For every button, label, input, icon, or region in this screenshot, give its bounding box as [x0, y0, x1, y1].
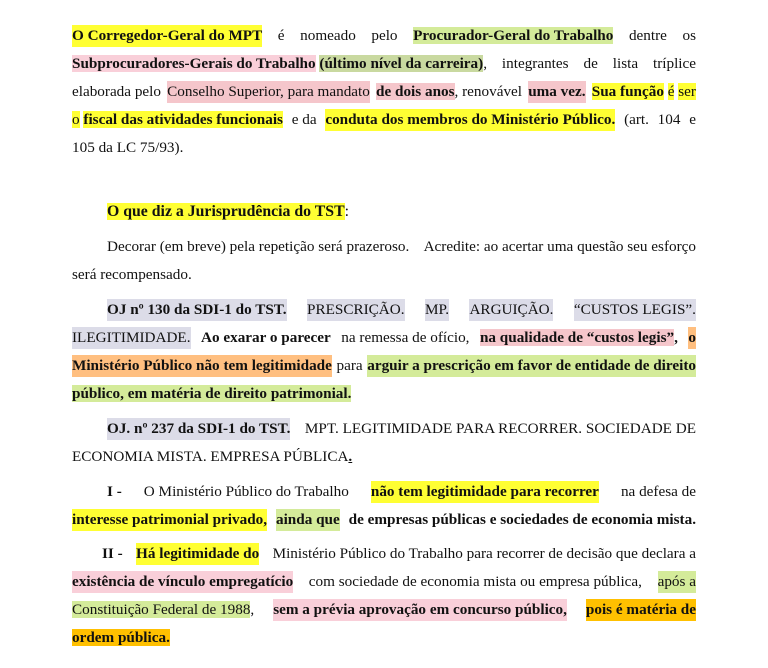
text: 104: [657, 111, 681, 128]
text: na defesa de: [620, 483, 696, 500]
item-2-line-1: [102, 543, 696, 565]
text: Acredite: ao acertar uma questão seu esforço: [423, 238, 696, 255]
text: integrantes: [501, 55, 569, 72]
text: pelo: [371, 27, 398, 44]
oj130-line-3: [72, 355, 696, 377]
paragraph-1-line-4: o fiscal das atividades funcionais e da conduta dos membros do Ministério Público. (art. 104 e: [72, 109, 696, 131]
highlight-ultimo-nivel: (último nível da carreira): [319, 55, 484, 72]
paragraph-2-line-2: será recompensado.: [72, 266, 192, 283]
text: os: [682, 27, 696, 44]
text: Decorar (em breve) pela repetição será prazeroso.: [107, 238, 410, 255]
highlight-interesse-patrimonial: interesse patrimonial privado,: [72, 509, 267, 531]
text: de: [583, 55, 598, 72]
highlight-materia: pois é matéria de: [586, 599, 696, 621]
highlight-corregedor: O Corregedor-Geral do MPT: [72, 25, 262, 47]
text: com sociedade de economia mista ou empresa pública,: [308, 573, 642, 590]
item-2-line-2: existência de vínculo empregatício com sociedade de economia mista ou empresa pública, após a: [72, 571, 696, 593]
text: para: [336, 357, 363, 374]
text: O Ministério Público do Trabalho: [143, 483, 349, 500]
highlight-custos-legis: na qualidade de “custos legis”: [479, 329, 675, 346]
paragraph-1-line-2: Subprocuradores-Gerais do Trabalho (último nível da carreira), integrantes de lista tríplice: [72, 53, 696, 75]
highlight-ainda-que: ainda que: [276, 509, 340, 531]
highlight-sem-previa: sem a prévia aprovação em concurso público,: [273, 599, 567, 621]
text: MPT. LEGITIMIDADE PARA RECORRER. SOCIEDADE DE: [304, 420, 696, 437]
text: na remessa de ofício,: [341, 329, 470, 346]
text: elaborada pelo: [72, 83, 161, 100]
highlight-nao-tem-legitimidade: não tem legitimidade para recorrer: [371, 481, 599, 503]
item-1-line-2: interesse patrimonial privado, ainda que de empresas públicas e sociedades de economia mista.: [72, 509, 696, 531]
item-1-marker: I -: [107, 483, 122, 500]
text: nomeado: [300, 27, 356, 44]
highlight-fiscal: fiscal das atividades funcionais: [83, 111, 283, 128]
text: tríplice: [652, 55, 696, 72]
highlight-procurador: Procurador-Geral do Trabalho: [413, 27, 614, 44]
text: e: [689, 111, 696, 128]
item-2-line-4: ordem pública.: [72, 629, 170, 646]
text: dentre: [628, 27, 667, 44]
oj130-title: OJ nº 130 da SDI-1 do TST.: [107, 299, 287, 321]
text: Ministério Público do Trabalho para recorrer de decisão que declara a: [272, 545, 696, 562]
paragraph-1-line-1: [72, 25, 696, 47]
highlight-mp-nao-tem: Ministério Público não tem legitimidade: [72, 355, 332, 377]
highlight-uma-vez: uma vez.: [528, 81, 585, 103]
highlight-conduta: conduta dos membros do Ministério Público.: [325, 109, 615, 131]
oj237-title: OJ. nº 237 da SDI-1 do TST.: [107, 418, 290, 440]
oj130-line-2: ILEGITIMIDADE. Ao exarar o parecer na remessa de ofício, na qualidade de “custos legis”, o: [72, 327, 696, 349]
text: (art.: [624, 111, 649, 128]
text: lista: [612, 55, 639, 72]
item-2-line-3: Constituição Federal de 1988, sem a prévia aprovação em concurso público, pois é matéria de: [72, 599, 696, 621]
paragraph-1-line-5: 105 da LC 75/93).: [72, 139, 184, 156]
oj237-line-2: ECONOMIA MISTA. EMPRESA PÚBLICA.: [72, 448, 353, 465]
highlight-arguir: arguir a prescrição em favor de entidade de direito: [367, 355, 696, 377]
text: é: [277, 27, 285, 44]
item-1-line-1: [107, 481, 696, 503]
ao-exarar: Ao exarar o parecer: [201, 329, 331, 346]
oj130-line-1: OJ nº 130 da SDI-1 do TST. PRESCRIÇÃO. MP. ARGUIÇÃO. “CUSTOS LEGIS”.: [107, 299, 696, 321]
highlight-ha-legitimidade: Há legitimidade do: [136, 543, 259, 565]
paragraph-1-line-3: elaborada pelo Conselho Superior, para mandato de dois anos, renovável uma vez. Sua função é ser: [72, 81, 696, 103]
highlight-subprocuradores: Subprocuradores-Gerais do Trabalho: [72, 55, 316, 72]
highlight-constituicao: Constituição Federal de 1988: [72, 601, 251, 618]
highlight-dois-anos: de dois anos: [376, 83, 455, 100]
text: e da: [291, 111, 317, 128]
paragraph-2-line-1: [107, 236, 696, 258]
highlight-conselho: Conselho Superior, para mandato: [167, 81, 370, 103]
oj237-line-1: [107, 418, 696, 440]
heading-text: O que diz a Jurisprudência do TST: [107, 203, 345, 220]
section-heading: O que diz a Jurisprudência do TST:: [107, 203, 349, 220]
oj130-line-4: público, em matéria de direito patrimonial.: [72, 385, 352, 402]
highlight-existencia-vinculo: existência de vínculo empregatício: [72, 571, 293, 593]
highlight-sua-funcao: Sua função: [591, 83, 664, 100]
item-2-marker: II -: [102, 545, 123, 562]
